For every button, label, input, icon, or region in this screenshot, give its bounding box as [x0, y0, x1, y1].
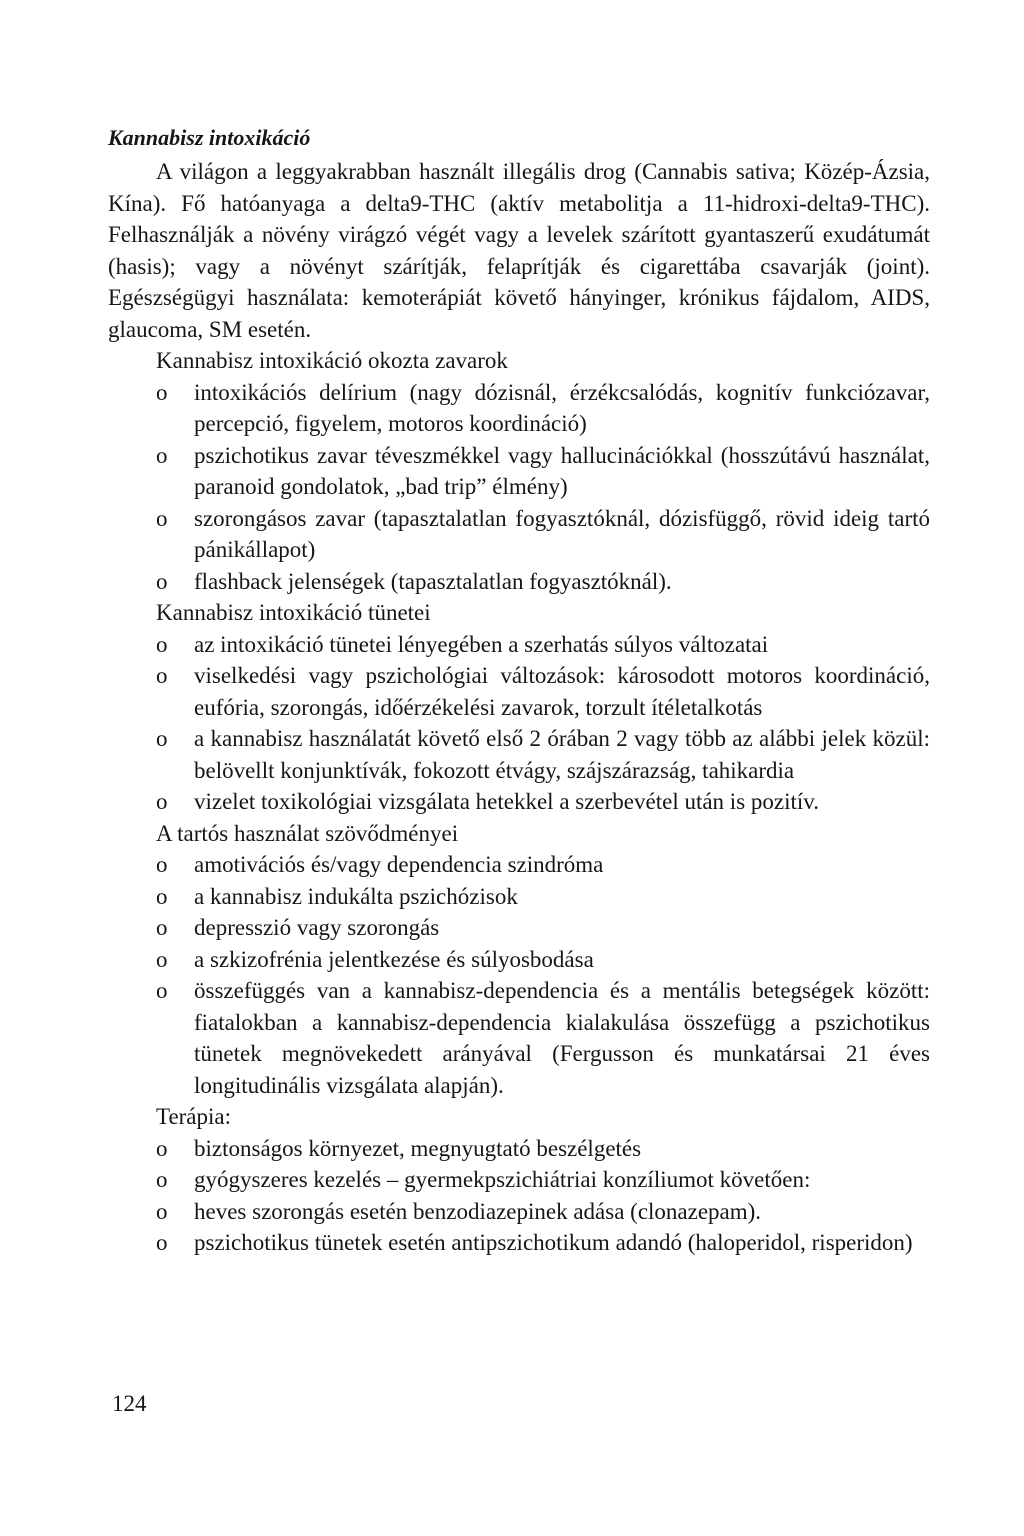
bullet-list	[156, 629, 930, 818]
list-item	[156, 440, 930, 503]
bullet-marker: o	[156, 1167, 168, 1192]
bullet-marker: o	[156, 1198, 168, 1224]
subsection-heading: Kannabisz intoxikáció tünetei	[156, 600, 431, 625]
list-item	[156, 566, 930, 598]
list-item	[156, 503, 930, 566]
bullet-marker: o	[156, 915, 168, 940]
list-item	[156, 629, 930, 661]
list-item-text: viselkedési vagy pszichológiai változások: károsodott motoros koordináció, eufória, szorongás, időérzékelési zavarok, torzult ítéletalkotás	[194, 663, 930, 720]
list-item	[156, 786, 930, 818]
subsection-heading: Terápia:	[156, 1104, 232, 1129]
list-item-text: pszichotikus tünetek esetén antipszichotikum adandó (haloperidol, risperidon)	[194, 1230, 913, 1255]
list-item	[156, 723, 930, 786]
list-item-text: szorongásos zavar (tapasztalatlan fogyasztóknál, dózisfüggő, rövid ideig tartó pánikállapot)	[194, 505, 930, 562]
bullet-list	[156, 849, 930, 1101]
list-item-text: a szkizofrénia jelentkezése és súlyosbodása	[194, 946, 594, 972]
page-content	[108, 124, 930, 1259]
page-number: 124	[112, 1391, 147, 1416]
bullet-marker: o	[156, 726, 168, 751]
bullet-marker: o	[156, 978, 168, 1003]
list-item	[156, 849, 930, 881]
list-item	[156, 944, 930, 976]
bullet-marker: o	[156, 505, 168, 531]
list-item	[156, 1164, 930, 1196]
list-item-text: a kannabisz indukálta pszichózisok	[194, 883, 518, 909]
bullet-marker: o	[156, 1230, 168, 1255]
bullet-list	[156, 1133, 930, 1259]
list-item-text: biztonságos környezet, megnyugtató beszélgetés	[194, 1135, 642, 1161]
bullet-marker: o	[156, 852, 168, 877]
list-item	[156, 912, 930, 944]
list-item-text: pszichotikus zavar téveszmékkel vagy hallucinációkkal (hosszútávú használat, paranoid gondolatok, „bad trip” élmény)	[194, 442, 930, 499]
subsection-heading: Kannabisz intoxikáció okozta zavarok	[156, 348, 508, 373]
bullet-marker: o	[156, 379, 168, 405]
list-item	[156, 1133, 930, 1165]
bullet-list	[156, 377, 930, 598]
bullet-marker: o	[156, 442, 168, 468]
bullet-marker: o	[156, 789, 168, 814]
list-item	[156, 660, 930, 723]
bullet-marker: o	[156, 631, 168, 657]
bullet-marker: o	[156, 663, 168, 688]
list-item	[156, 377, 930, 440]
list-item-text: az intoxikáció tünetei lényegében a szerhatás súlyos változatai	[194, 631, 769, 657]
list-item	[156, 881, 930, 913]
section-title: Kannabisz intoxikáció	[108, 125, 311, 150]
subsection-heading: A tartós használat szövődményei	[156, 820, 459, 846]
list-item-text: depresszió vagy szorongás	[194, 915, 440, 940]
bullet-marker: o	[156, 946, 168, 972]
list-item	[156, 1227, 930, 1259]
list-item-text: a kannabisz használatát követő első 2 órában 2 vagy több az alábbi jelek közül: belövellt konjunktívák, fokozott étvágy, szájszárazság, tahikardia	[194, 726, 930, 783]
list-item-text: gyógyszeres kezelés – gyermekpszichiátriai konzíliumot követően:	[194, 1167, 811, 1192]
intro-paragraph: A világon a leggyakrabban használt illegális drog (Cannabis sativa; Közép-Ázsia, Kína). Fő hatóanyaga a delta9-THC (aktív metabolitja a 11-hidroxi-delta9-THC). Felhasználják a növény virágzó végét vagy a levelek szárított gyantaszerű exudátumát (hasis); vagy a növényt szárítják, felaprítják és cigarettába csavarják (joint). Egészségügyi használata: kemoterápiát követő hányinger, krónikus fájdalom, AIDS, glaucoma, SM esetén.	[108, 159, 930, 342]
list-item-text: intoxikációs delírium (nagy dózisnál, érzékcsalódás, kognitív funkciózavar, percepció, figyelem, motoros koordináció)	[194, 379, 930, 436]
bullet-marker: o	[156, 883, 168, 909]
list-item	[156, 1196, 930, 1228]
bullet-marker: o	[156, 1135, 168, 1161]
list-item-text: heves szorongás esetén benzodiazepinek adása (clonazepam).	[194, 1198, 762, 1224]
sections-container	[108, 345, 930, 1259]
list-item-text: vizelet toxikológiai vizsgálata hetekkel a szerbevétel után is pozitív.	[194, 789, 820, 814]
list-item	[156, 975, 930, 1101]
bullet-marker: o	[156, 568, 168, 594]
list-item-text: amotivációs és/vagy dependencia szindróma	[194, 852, 604, 877]
list-item-text: összefüggés van a kannabisz-dependencia és a mentális betegségek között: fiatalokban a kannabisz-dependencia kialakulása összefügg a pszichotikus tünetek megnövekedett arányával (Fergusson és munkatársai 21 éves longitudinális vizsgálata alapján).	[194, 978, 930, 1098]
list-item-text: flashback jelenségek (tapasztalatlan fogyasztóknál).	[194, 568, 672, 594]
